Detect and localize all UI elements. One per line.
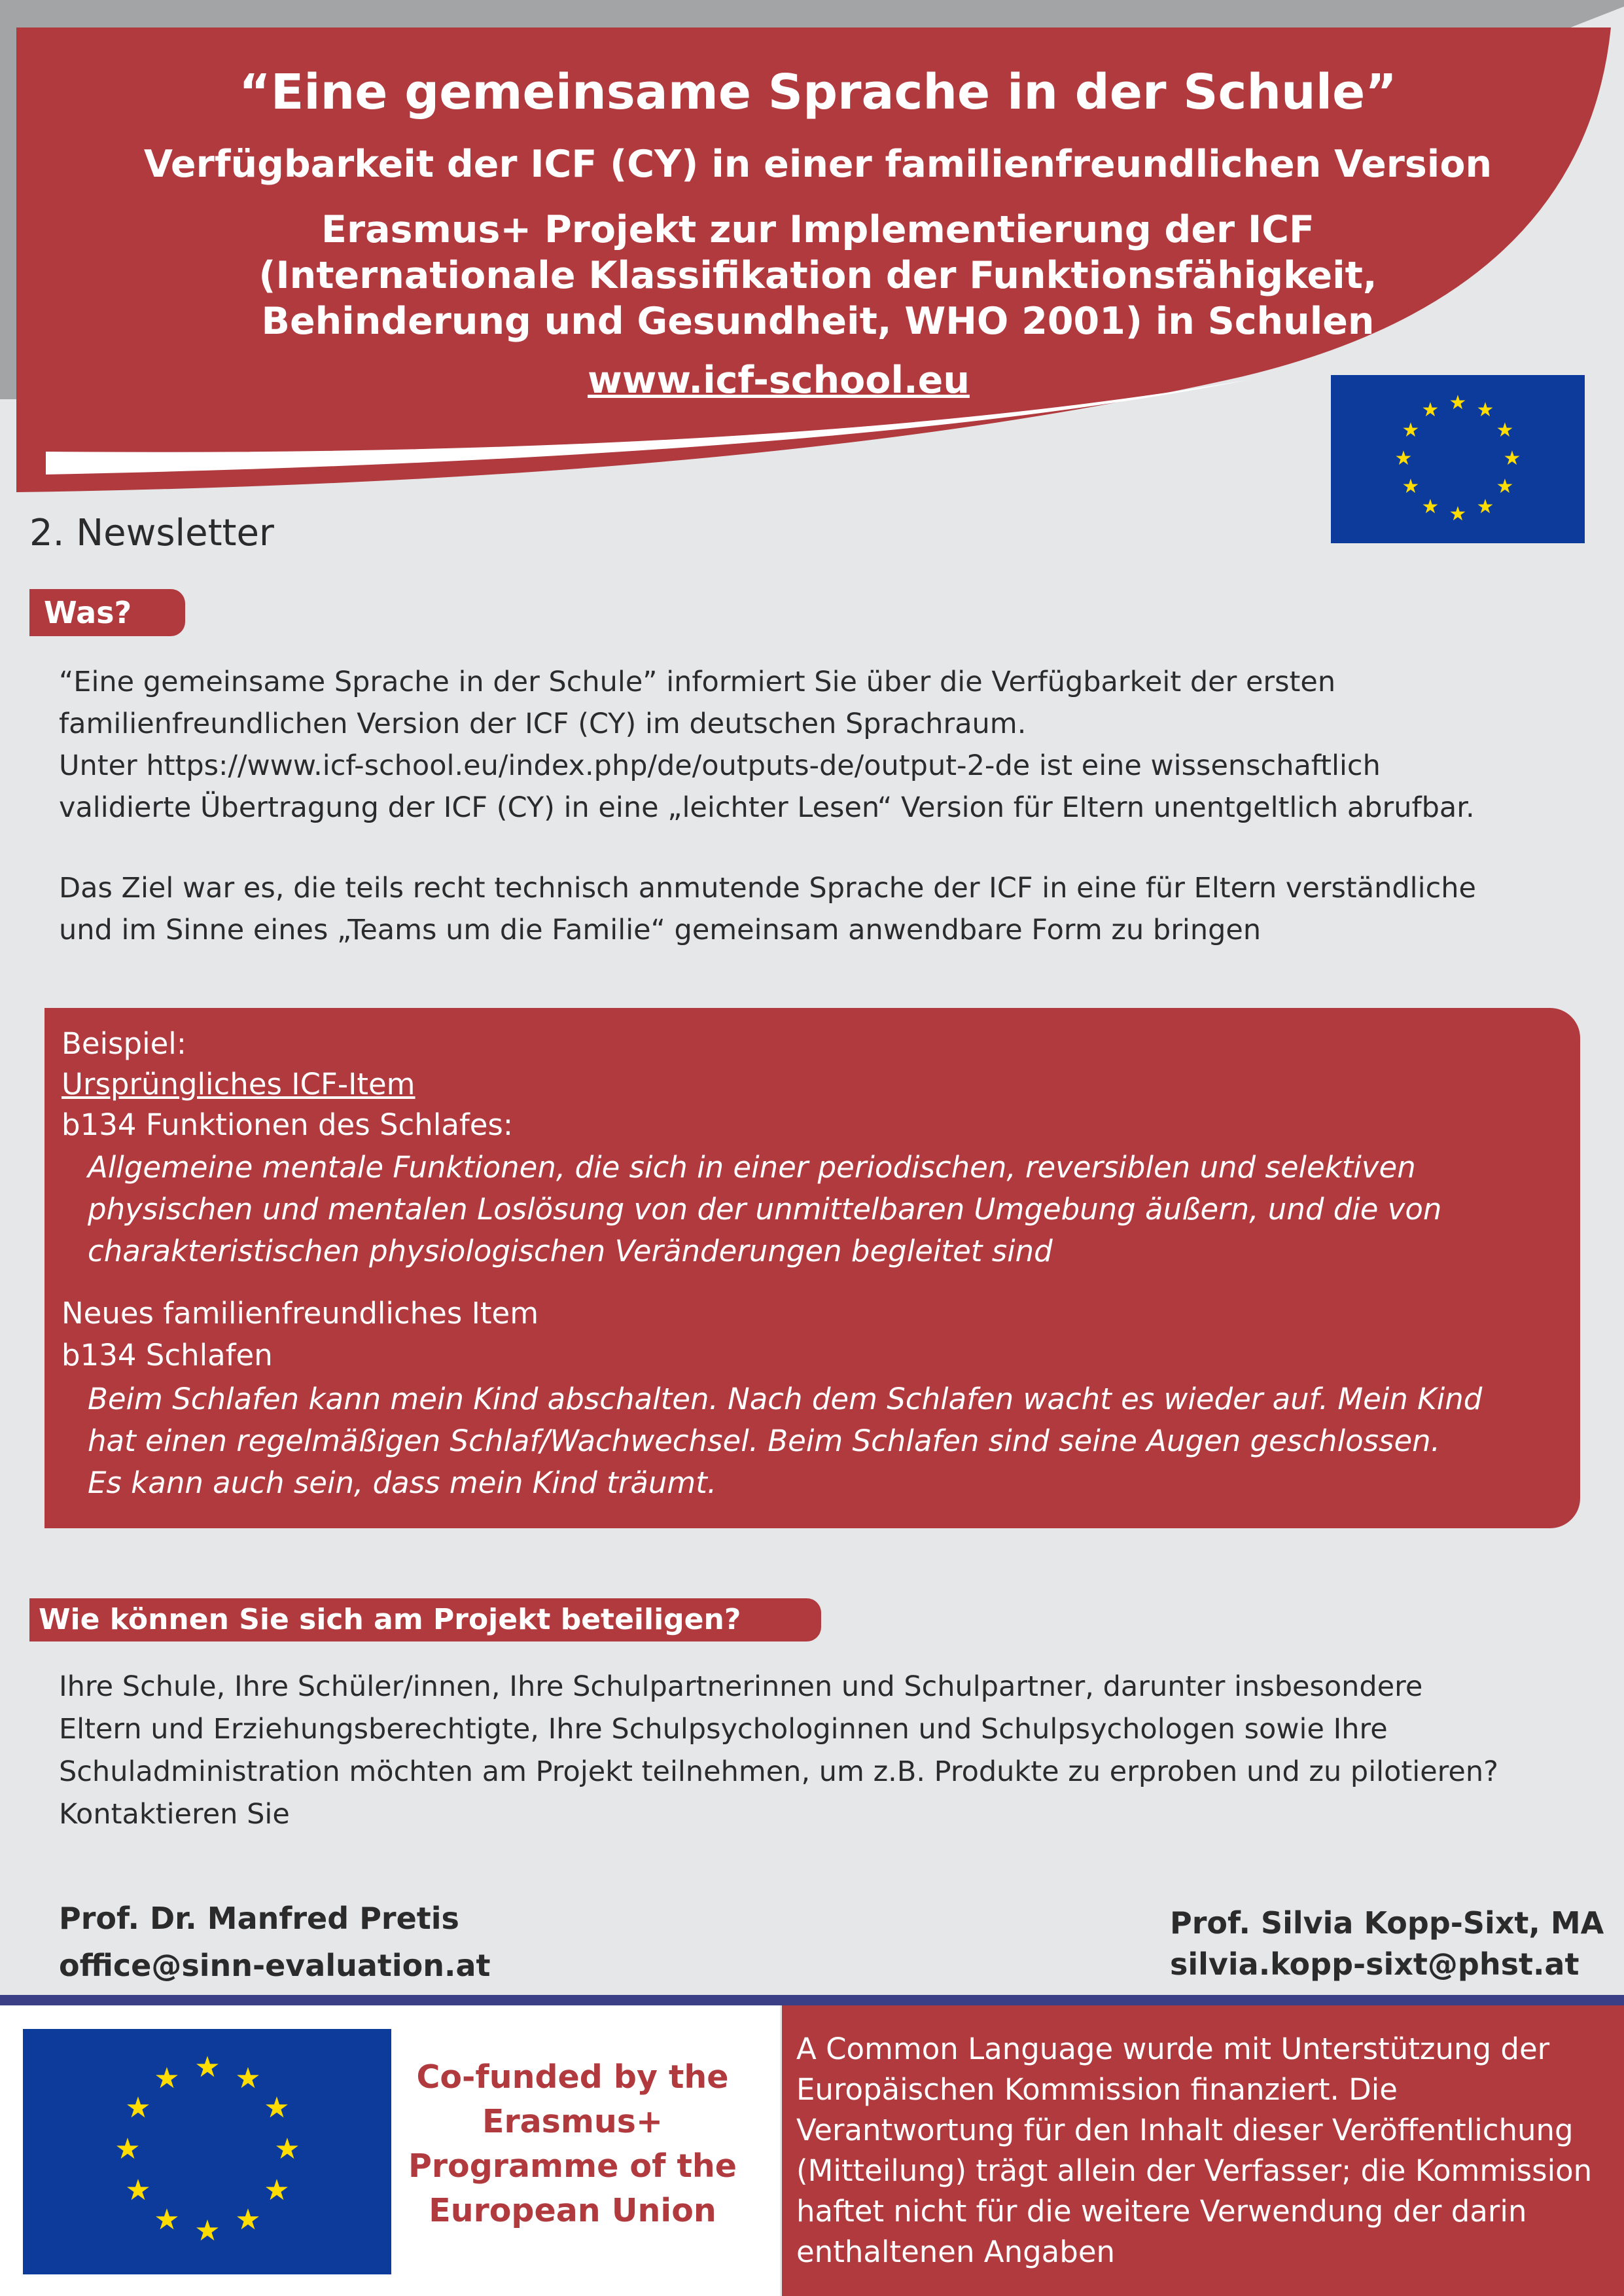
svg-text:★: ★: [125, 2091, 151, 2125]
disclaimer-panel: [782, 2005, 1624, 2296]
was-line-4: validierte Übertragung der ICF (CY) in eine „leichter Lesen“ Version für Eltern unentgeltlich abrufbar.: [59, 791, 1475, 824]
participate-heading: Wie können Sie sich am Projekt beteiligen?: [29, 1598, 821, 1641]
goal-line-2: und im Sinne eines „Teams um die Familie“ gemeinsam anwendbare Form zu bringen: [59, 914, 1262, 946]
original-item-heading: Ursprüngliches ICF-Item: [62, 1067, 415, 1102]
new-item-text-2: hat einen regelmäßigen Schlaf/Wachwechsel. Beim Schlafen sind seine Augen geschlossen.: [88, 1424, 1441, 1458]
svg-text:★: ★: [154, 2062, 180, 2095]
new-item-heading: Neues familienfreundliches Item: [62, 1296, 539, 1331]
cofunded-line-3: Programme of the: [408, 2147, 737, 2185]
cofunded-line-4: European Union: [429, 2192, 716, 2229]
was-line-1: “Eine gemeinsame Sprache in der Schule” informiert Sie über die Verfügbarkeit der ersten: [59, 666, 1336, 698]
header-website-link[interactable]: www.icf-school.eu: [588, 359, 970, 402]
svg-text:★: ★: [1402, 419, 1420, 442]
original-item-text-1: Allgemeine mentale Funktionen, die sich in einer periodischen, reversiblen und selektiven: [88, 1150, 1416, 1185]
was-line-3: Unter https://www.icf-school.eu/index.php/de/outputs-de/output-2-de ist eine wissenschaftlich: [59, 749, 1381, 782]
svg-text:★: ★: [1496, 475, 1514, 498]
contact-1-email[interactable]: office@sinn-evaluation.at: [59, 1948, 491, 1983]
eu-flag-icon: [1331, 375, 1585, 543]
svg-text:★: ★: [1449, 391, 1467, 414]
svg-text:★: ★: [1476, 399, 1494, 422]
header-project-line-3: Behinderung und Gesundheit, WHO 2001) in Schulen: [261, 300, 1375, 343]
header-title: “Eine gemeinsame Sprache in der Schule”: [239, 64, 1397, 120]
cofunded-line-1: Co-funded by the: [416, 2058, 729, 2096]
svg-text:★: ★: [194, 2051, 221, 2084]
footer-rule: [0, 1995, 1624, 2005]
was-heading: Was?: [29, 589, 185, 636]
eu-flag-icon: [23, 2029, 391, 2274]
svg-text:★: ★: [125, 2174, 151, 2207]
example-label: Beispiel:: [62, 1026, 186, 1061]
header-project-line-2: (Internationale Klassifikation der Funktionsfähigkeit,: [258, 254, 1377, 297]
participate-line-4: Kontaktieren Sie: [59, 1798, 290, 1831]
header-subtitle: Verfügbarkeit der ICF (CY) in einer familienfreundlichen Version: [143, 143, 1492, 186]
goal-line-1: Das Ziel war es, die teils recht technisch anmutende Sprache der ICF in eine für Eltern verständliche: [59, 872, 1476, 905]
svg-text:★: ★: [1402, 475, 1420, 498]
participate-line-1: Ihre Schule, Ihre Schüler/innen, Ihre Schulpartnerinnen und Schulpartner, darunter insbesondere: [59, 1670, 1423, 1703]
svg-text:★: ★: [1449, 503, 1467, 526]
svg-text:★: ★: [194, 2214, 221, 2248]
svg-text:★: ★: [264, 2174, 290, 2207]
new-item-text-1: Beim Schlafen kann mein Kind abschalten. Nach dem Schlafen wacht es wieder auf. Mein Kind: [88, 1382, 1483, 1416]
example-box: [44, 1008, 1580, 1528]
original-item-code: b134 Funktionen des Schlafes:: [62, 1107, 514, 1142]
svg-text:★: ★: [1503, 447, 1521, 470]
newsletter-label: 2. Newsletter: [29, 512, 274, 554]
participate-line-3: Schuladministration möchten am Projekt teilnehmen, um z.B. Produkte zu erproben und zu pilotieren?: [59, 1755, 1498, 1788]
svg-text:★: ★: [1476, 495, 1494, 518]
svg-text:★: ★: [274, 2132, 300, 2166]
svg-text:★: ★: [1496, 419, 1514, 442]
cofunded-text: [399, 2055, 746, 2233]
svg-text:★: ★: [154, 2203, 180, 2236]
contact-1-name: Prof. Dr. Manfred Pretis: [59, 1901, 459, 1936]
original-item-text-3: charakteristischen physiologischen Veränderungen begleitet sind: [88, 1234, 1053, 1268]
contact-2-name: Prof. Silvia Kopp-Sixt, MA: [1170, 1905, 1604, 1941]
new-item-code: b134 Schlafen: [62, 1338, 273, 1372]
participate-line-2: Eltern und Erziehungsberechtigte, Ihre Schulpsychologinnen und Schulpsychologen sowie Ihre: [59, 1713, 1388, 1746]
svg-text:★: ★: [235, 2203, 261, 2236]
svg-text:★: ★: [1394, 447, 1413, 470]
contact-2-email[interactable]: silvia.kopp-sixt@phst.at: [1170, 1946, 1580, 1982]
svg-text:★: ★: [1421, 495, 1439, 518]
svg-text:★: ★: [1421, 399, 1439, 422]
original-item-text-2: physischen und mentalen Loslösung von der unmittelbaren Umgebung äußern, und die von: [88, 1192, 1442, 1227]
svg-text:★: ★: [264, 2091, 290, 2125]
cofunded-line-2: Erasmus+: [482, 2103, 663, 2140]
disclaimer-text: A Common Language wurde mit Unterstützung der Europäischen Kommission finanziert. Die Verantwortung für den Inhalt dieser Veröffentlichung (Mitteilung) trägt allein der Verfasser; die Kommission haftet nicht für die weitere Verwendung der darin enthaltenen Angaben: [796, 2032, 1593, 2269]
was-line-2: familienfreundlichen Version der ICF (CY) im deutschen Sprachraum.: [59, 708, 1027, 740]
header-project-line-1: Erasmus+ Projekt zur Implementierung der ICF: [321, 208, 1315, 251]
eu-flag-stars: [1331, 375, 1585, 543]
svg-text:★: ★: [235, 2062, 261, 2095]
eu-flag-stars-footer: [23, 2029, 391, 2274]
new-item-text-3: Es kann auch sein, dass mein Kind träumt.: [88, 1465, 717, 1500]
svg-text:★: ★: [115, 2132, 141, 2166]
